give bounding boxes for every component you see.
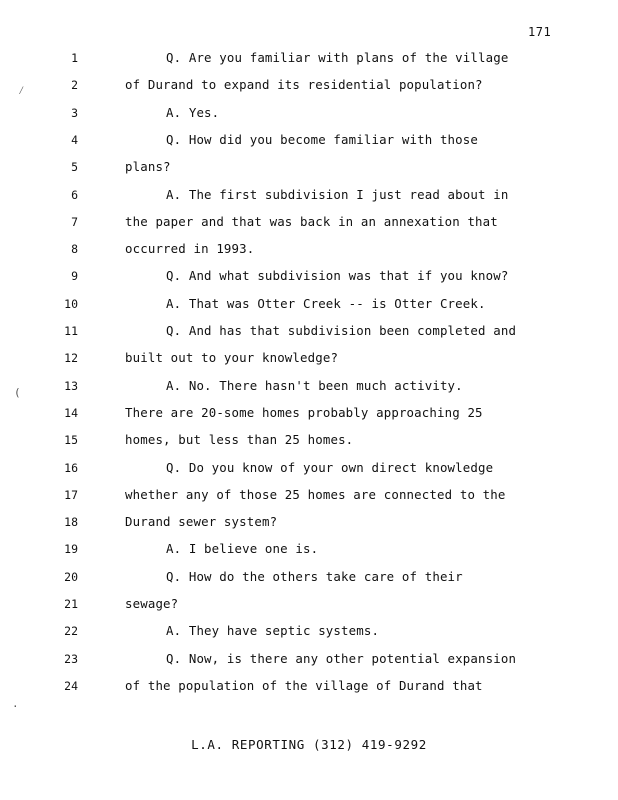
transcript-line <box>0 403 618 423</box>
transcript-line <box>0 485 618 505</box>
line-number: 16 <box>64 460 78 475</box>
line-number: 3 <box>71 105 78 120</box>
line-text: built out to your knowledge? <box>125 350 339 366</box>
margin-speck: ( <box>14 386 21 399</box>
line-number: 1 <box>71 51 78 65</box>
transcript-line <box>0 621 618 641</box>
line-number: 22 <box>64 624 78 639</box>
line-text: sewage? <box>125 596 179 611</box>
line-text: Q. Are you familiar with plans of the village <box>166 50 509 65</box>
line-text: A. That was Otter Creek -- is Otter Creek. <box>166 295 486 311</box>
transcript-line <box>0 185 618 205</box>
line-text: Q. How did you become familiar with those <box>166 131 479 147</box>
transcript-line <box>0 157 618 177</box>
margin-speck: ⁄ <box>18 84 25 97</box>
line-number: 20 <box>64 569 78 584</box>
line-number: 6 <box>71 187 78 202</box>
line-number: 18 <box>64 515 78 530</box>
line-number: 7 <box>71 214 78 229</box>
line-number: 13 <box>64 378 78 393</box>
transcript-line <box>0 48 618 68</box>
line-text: Q. How do the others take care of their <box>166 568 463 584</box>
transcript-line <box>0 458 618 478</box>
line-text: the paper and that was back in an annexation that <box>125 213 498 229</box>
line-number: 10 <box>64 296 78 311</box>
transcript-line <box>0 75 618 95</box>
line-text: A. No. There hasn't been much activity. <box>166 377 463 393</box>
transcript-line <box>0 103 618 123</box>
line-text: A. They have septic systems. <box>166 623 380 639</box>
transcript-line <box>0 212 618 232</box>
line-text: plans? <box>125 159 171 175</box>
transcript-line <box>0 376 618 396</box>
line-number: 2 <box>71 78 78 93</box>
transcript-line <box>0 321 618 341</box>
page-number: 171 <box>528 25 552 39</box>
transcript-line <box>0 512 618 532</box>
transcript-line <box>0 348 618 368</box>
line-number: 9 <box>71 269 78 284</box>
transcript-line <box>0 430 618 450</box>
transcript-line <box>0 266 618 286</box>
transcript-line <box>0 567 618 587</box>
line-number: 11 <box>64 324 78 338</box>
line-text: whether any of those 25 homes are connected to the <box>125 486 506 502</box>
margin-speck: · <box>12 700 19 713</box>
line-text: A. The first subdivision I just read about in <box>166 186 509 202</box>
transcript-line <box>0 594 618 614</box>
line-text: A. I believe one is. <box>166 541 319 557</box>
transcript-line <box>0 239 618 259</box>
line-text: Q. And has that subdivision been completed and <box>166 323 517 338</box>
line-text: of Durand to expand its residential population? <box>125 77 483 93</box>
line-text: Q. And what subdivision was that if you know? <box>166 268 509 284</box>
line-text: There are 20-some homes probably approaching 25 <box>125 404 483 420</box>
line-number: 8 <box>71 242 78 257</box>
transcript-line <box>0 294 618 314</box>
line-text: Durand sewer system? <box>125 514 278 530</box>
line-number: 15 <box>64 433 78 448</box>
transcript-line <box>0 130 618 150</box>
line-number: 12 <box>64 351 78 366</box>
line-text: occurred in 1993. <box>125 241 255 257</box>
line-number: 17 <box>64 487 78 502</box>
line-number: 5 <box>71 160 78 175</box>
transcript-line <box>0 676 618 696</box>
line-number: 21 <box>64 597 78 611</box>
line-text: A. Yes. <box>166 104 220 120</box>
transcript-line <box>0 539 618 559</box>
line-text: of the population of the village of Durand that <box>125 677 483 693</box>
line-text: homes, but less than 25 homes. <box>125 432 354 448</box>
transcript-line <box>0 649 618 669</box>
line-number: 24 <box>64 678 78 693</box>
line-number: 4 <box>71 132 78 147</box>
line-number: 19 <box>64 542 78 557</box>
line-text: Q. Now, is there any other potential expansion <box>166 650 517 666</box>
line-text: Q. Do you know of your own direct knowledge <box>166 459 494 475</box>
page-footer: L.A. REPORTING (312) 419-9292 <box>191 737 427 752</box>
line-number: 14 <box>64 405 78 420</box>
line-number: 23 <box>64 651 78 666</box>
